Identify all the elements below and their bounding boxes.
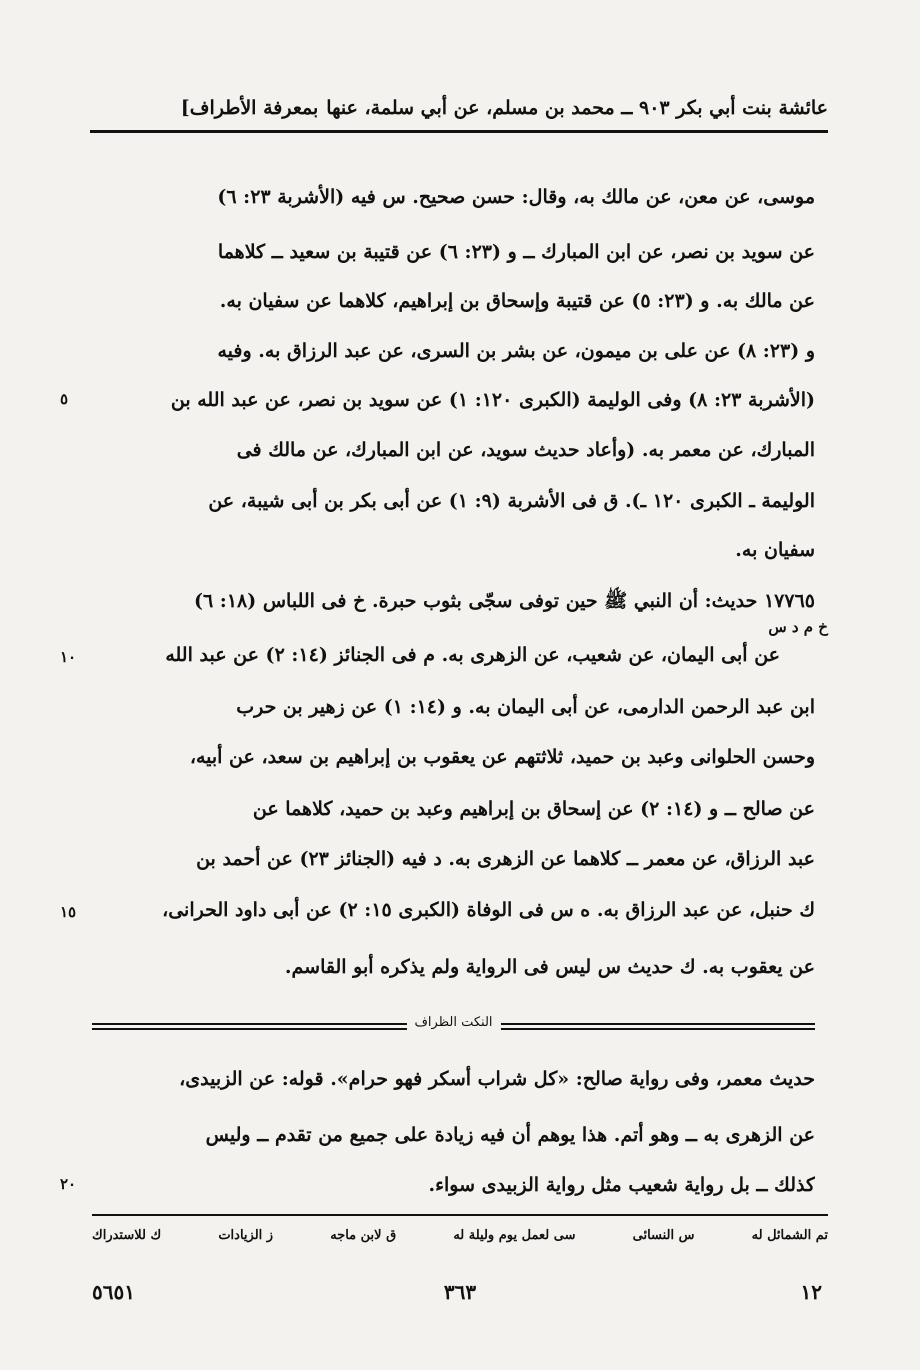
header-title: عائشة بنت أبي بكر ٩٠٣ ــ محمد بن مسلم، عن أبي سلمة، عنها [326,97,828,119]
abbreviation: ك للاستدراك [92,1228,162,1243]
text-line: عن مالك به. و (٢٣: ٥) عن قتيبة وإسحاق بن إبراهيم، كلاهما عن سفيان به. [219,290,815,312]
text-line: عن أبى اليمان، عن شعيب، عن الزهرى به. م فى الجنائز (١٤: ٢) عن عبد الله [165,644,780,666]
text-line: عن يعقوب به. ك حديث س ليس فى الرواية ولم يذكره أبو القاسم. [284,956,815,978]
text-line: عن صالح ــ و (١٤: ٢) عن إسحاق بن إبراهيم وعبد بن حميد، كلاهما عن [252,798,815,820]
hadith-heading-line: ١٧٧٦٥ حديث: أن النبي ﷺ حين توفى سجّى بثوب حبرة. خ فى اللباس (١٨: ٦) [193,590,815,612]
text-line: المبارك، عن معمر به. (وأعاد حديث سويد، عن ابن المبارك، عن مالك فى [236,439,815,461]
text-line: موسى، عن معن، عن مالك به، وقال: حسن صحيح. س فيه (الأشربة ٢٣: ٦) [217,186,815,208]
abbreviation: ز الزيادات [218,1228,274,1243]
abbreviation-key [92,1228,828,1243]
line-number: ٥ [60,390,69,408]
volume-number: ١٢ [800,1280,822,1304]
section-separator [92,1015,815,1037]
running-header [90,86,828,130]
line-number: ٢٠ [60,1175,77,1193]
header-section: بمعرفة الأطراف] [180,97,319,119]
separator-label: النكت الظراف [406,1015,500,1030]
note-line: حديث معمر، وفى رواية صالح: «كل شراب أسكر فهو حرام». قوله: عن الزبيدى، [179,1068,815,1090]
text-line: وحسن الحلوانى وعبد بن حميد، ثلاثتهم عن يعقوب بن إبراهيم بن سعد، عن أبيه، [189,746,815,768]
text-line: عبد الرزاق، عن معمر ــ كلاهما عن الزهرى به. د فيه (الجنائز ٢٣) عن أحمد بن [196,848,815,870]
page-number: ٣٦٣ [443,1280,477,1304]
abbreviation: تم الشمائل له [751,1228,828,1243]
line-number: ١٠ [60,648,77,666]
margin-sigla: خ م د س [768,618,828,636]
text-line: الوليمة ـ الكبرى ١٢٠ ـ). ق فى الأشربة (٩: ١) عن أبى بكر بن أبى شيبة، عن [208,490,815,512]
header-rule [90,130,828,133]
text-line: ابن عبد الرحمن الدارمى، عن أبى اليمان به. و (١٤: ١) عن زهير بن حرب [236,696,815,718]
line-number: ١٥ [60,903,77,921]
note-line: كذلك ــ بل رواية شعيب مثل رواية الزبيدى سواء. [428,1174,815,1196]
text-line: عن سويد بن نصر، عن ابن المبارك ــ و (٢٣: ٦) عن قتيبة بن سعيد ــ كلاهما [217,241,815,263]
footnote-rule [92,1214,828,1216]
text-line: (الأشربة ٢٣: ٨) وفى الوليمة (الكبرى ١٢٠: ١) عن سويد بن نصر، عن عبد الله بن [170,389,815,411]
text-line: و (٢٣: ٨) عن على بن ميمون، عن بشر بن السرى، عن عبد الرزاق به. وفيه [217,340,815,362]
abbreviation: سى لعمل يوم وليلة له [453,1228,576,1243]
note-line: عن الزهرى به ــ وهو أتم. هذا يوهم أن فيه زيادة على جميع من تقدم ــ وليس [205,1124,815,1146]
abbreviation: ق لابن ماجه [330,1228,397,1243]
text-line: ك حنبل، عن عبد الرزاق به. ه س فى الوفاة (الكبرى ١٥: ٢) عن أبى داود الحرانى، [162,899,815,921]
text-line: سفيان به. [735,539,815,561]
abbreviation: س النسائى [632,1228,695,1243]
hadith-index-number: ٥٦٥١ [92,1280,135,1304]
